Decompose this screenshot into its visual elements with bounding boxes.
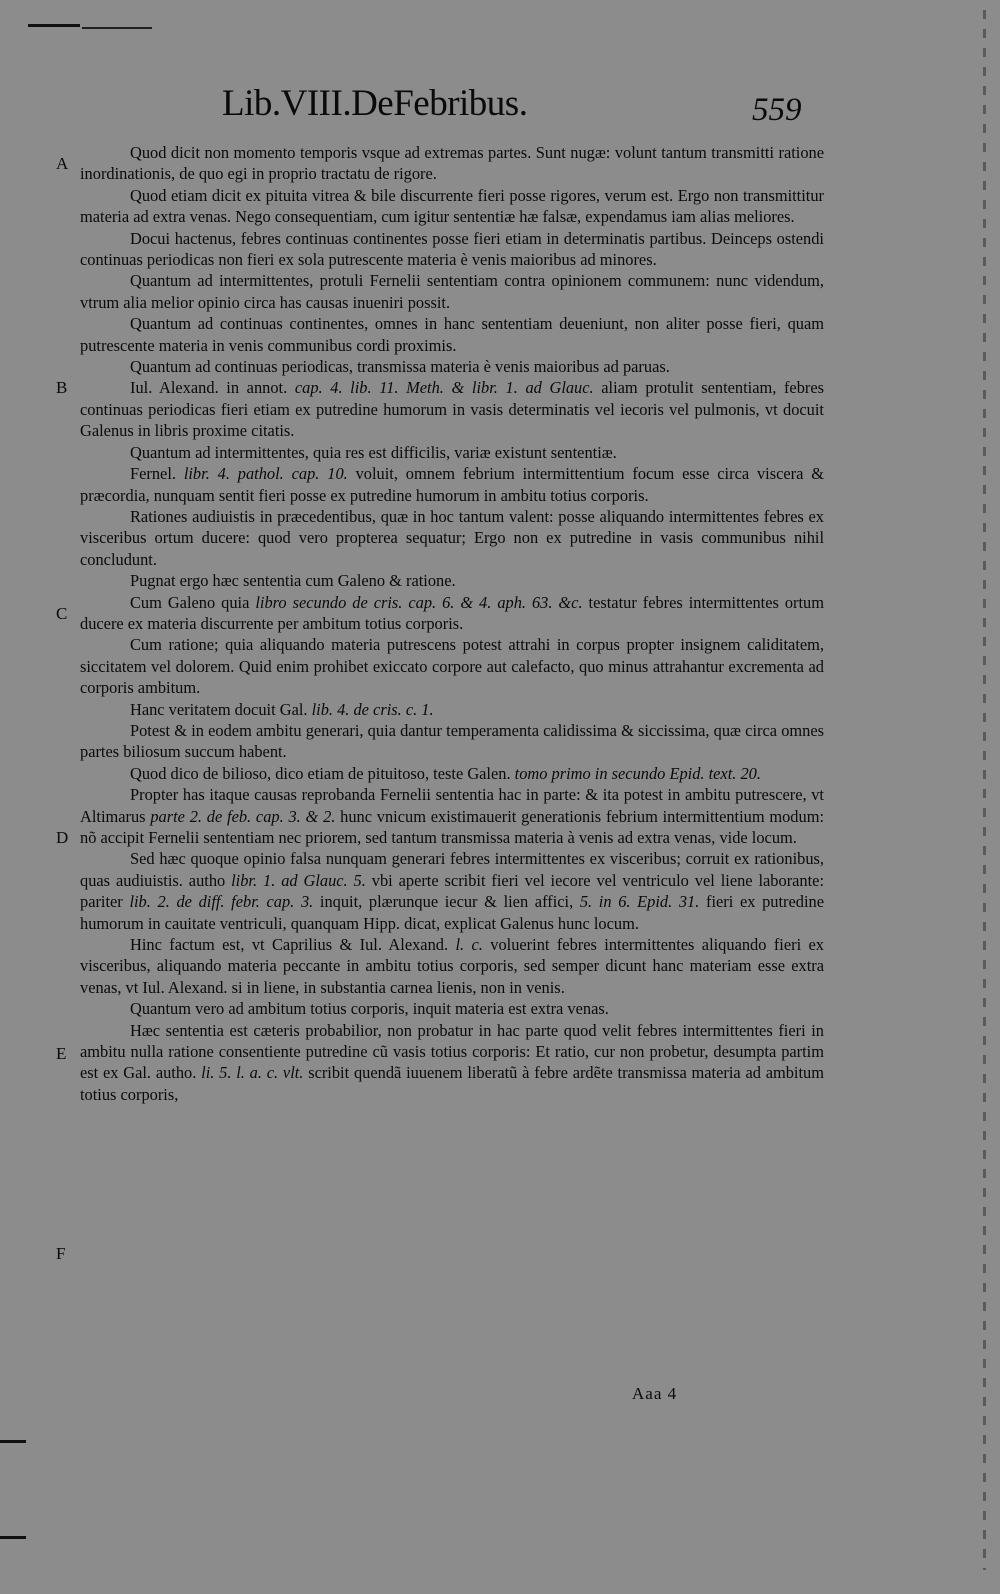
paragraph: [80, 1020, 824, 1106]
paragraph: [80, 784, 824, 848]
paragraph: [80, 570, 824, 591]
paragraph: [80, 270, 824, 313]
paragraph: [80, 463, 824, 506]
citation: tomo primo in secundo Epid. text. 20.: [514, 763, 761, 783]
paragraph: [80, 763, 824, 784]
paragraph-text: Cum ratione; quia aliquando materia putrescens potest attrahi in corpus propter insignem caliditatem, siccitatem vel dolorem. Quid enim prohibet exiccato corpore aut calefacto, quo minus attrahantur excrementa ad corporis ambitum.: [80, 635, 824, 698]
paragraph-text: Propter has itaque causas reprobanda Fernelii sententia hac in parte: & ita potest in ambitu putrescere, vt Altimarus: [80, 785, 824, 826]
citation: li. 5. l. a. c. vlt.: [201, 1063, 304, 1083]
margin-letter-b: B: [56, 378, 68, 397]
top-rule: [28, 24, 80, 27]
paragraph-text: Hanc veritatem docuit Gal.: [130, 699, 312, 719]
paragraph-text: Quod dico de bilioso, dico etiam de pituitoso, teste Galen.: [130, 763, 515, 783]
margin-letter-f: F: [56, 1244, 66, 1263]
paragraph-text: scribit quendã iuuenem liberatũ à febre ardẽte transmissa materia ad ambitum totius corporis,: [80, 1063, 824, 1104]
paragraph: [80, 506, 824, 570]
paragraph: [80, 848, 824, 934]
citation: lib. 2. de diff. febr. cap. 3.: [129, 892, 314, 912]
page-edge: [983, 10, 986, 1570]
paragraph-text: voluit, omnem febrium intermittentium focum esse circa viscera & præcordia, nunquam sentit fieri posse ex putredine humorum in ambitu totius corporis.: [80, 464, 824, 505]
paragraph: [80, 634, 824, 698]
paragraph-text: Fernel.: [130, 464, 184, 484]
paragraph-text: vbi aperte scribit fieri vel iecore vel ventriculo vel liene laborante: pariter: [80, 870, 825, 912]
paragraph-text: Cum Galeno quia: [130, 592, 256, 612]
paragraph-text: testatur febres intermittentes ortum ducere ex materia discurrente per ambitum totius corporis.: [80, 592, 824, 633]
running-header-title: Lib.VIII.DeFebribus.: [222, 83, 528, 124]
paragraph: [80, 720, 824, 763]
citation: lib. 4. de cris. c. 1.: [311, 699, 434, 719]
citation: l. c.: [455, 935, 483, 955]
paragraph-text: Pugnat ergo hæc sententia cum Galeno & ratione.: [130, 571, 456, 591]
paragraph-text: Hæc sententia est cæteris probabilior, non probatur in hac parte quod velit febres intermittentes fieri in ambitu nulla ratione consentiente putredine cũ vasis totius corporis: Et ratio, cur non probetur, desumpta partim est ex Gal. autho.: [80, 1020, 824, 1083]
paragraph: [80, 442, 824, 463]
paragraph: [80, 934, 824, 998]
paragraph: [80, 185, 824, 228]
paragraph-text: aliam protulit sententiam, febres continuas periodicas fieri etiam ex putredine humorum in vasis determinatis vel iecoris vel pulmonis, vt docuit Galenus in libris proxime citatis.: [80, 378, 824, 441]
paragraph: [80, 377, 824, 441]
citation: parte 2. de feb. cap. 3. & 2.: [150, 806, 336, 826]
paragraph-text: Quantum ad intermittentes, protuli Fernelii sententiam contra opinionem communem: nunc videndum, vtrum alia melior opinio circa has causas inueniri possit.: [80, 271, 824, 312]
page-number: 559: [752, 92, 802, 128]
paragraph: [80, 592, 824, 635]
paragraph: [80, 142, 824, 185]
paragraph-text: Quantum vero ad ambitum totius corporis, inquit materia est extra venas.: [130, 999, 609, 1019]
paragraph: [80, 356, 824, 377]
edge-mark: [0, 1440, 26, 1443]
paragraph-text: Iul. Alexand. in annot.: [130, 378, 295, 398]
paragraph: [80, 313, 824, 356]
paragraph-text: hunc vnicum existimauerit generationis febrium intermittentium modum: nõ accipit Fernelii sententiam nec priorem, sed tantum transmissa materia à venis ad extra venas, vide locum.: [80, 806, 825, 847]
paragraph-text: Quantum ad continuas continentes, omnes in hanc sententiam deueniunt, non aliter posse fieri, quam putrescente materia in venis communibus cordi proximis.: [80, 314, 824, 355]
paragraph-text: Quantum ad continuas periodicas, transmissa materia è venis maioribus ad paruas.: [130, 357, 670, 377]
paragraph-text: Quantum ad intermittentes, quia res est difficilis, variæ existunt sententiæ.: [130, 442, 617, 462]
citation: libr. 4. pathol. cap. 10.: [183, 464, 348, 484]
paragraph-text: inquit, plærunque iecur & lien affici,: [313, 892, 580, 912]
edge-mark: [0, 1536, 26, 1539]
paragraph-text: Quod etiam dicit ex pituita vitrea & bile discurrente fieri posse rigores, verum est. Ergo non transmittitur materia ad extra venas. Nego consequentiam, cum igitur sententiæ hæ falsæ, expendamus iam alias meliores.: [80, 185, 824, 227]
margin-letter-c: C: [56, 604, 68, 623]
margin-letter-d: D: [56, 828, 69, 847]
paragraph-text: Rationes audiuistis in præcedentibus, quæ in hoc tantum valent: posse aliquando intermittentes febres ex visceribus ortum ducere: quod vero propterea sequatur; Ergo non ex putredine in vasis communibus nihil concludunt.: [80, 506, 824, 569]
top-rule: [82, 27, 152, 29]
paragraph-text: fieri ex putredine humorum in cauitate ventriculi, quanquam Hipp. dicat, explicat Galenus hunc locum.: [80, 892, 824, 933]
paragraph-text: Sed hæc quoque opinio falsa nunquam generari febres intermittentes ex visceribus; corruit ex rationibus, quas audiuistis. autho: [80, 849, 824, 890]
paragraph: [80, 998, 824, 1019]
body-text: [80, 142, 824, 1105]
paragraph-text: Docui hactenus, febres continuas continentes posse fieri etiam in determinatis partibus. Deinceps ostendi continuas periodicas non fieri ex sola putrescente materia è venis maioribus ad minores.: [80, 228, 824, 270]
signature-catchword: Aaa 4: [632, 1384, 678, 1403]
citation: libr. 1. ad Glauc. 5.: [231, 870, 366, 890]
margin-letter-e: E: [56, 1044, 67, 1063]
paragraph-text: Quod dicit non momento temporis vsque ad extremas partes. Sunt nugæ: volunt tantum transmitti ratione inordinationis, de quo egi in proprio tractatu de rigore.: [80, 143, 824, 184]
citation: libro secundo de cris. cap. 6. & 4. aph. 63. &c.: [255, 592, 583, 612]
paragraph: [80, 699, 824, 720]
margin-letter-a: A: [56, 154, 69, 173]
paragraph: [80, 228, 824, 271]
paragraph-text: voluerint febres intermittentes aliquando fieri ex visceribus, aliquando materia peccante in ambitu totius corporis, sed semper dicunt hanc materiam esse extra venas, vt Iul. Alexand. si in liene, in substantia carnea lienis, non in venis.: [80, 935, 824, 997]
citation: 5. in 6. Epid. 31.: [579, 892, 700, 912]
paragraph-text: Potest & in eodem ambitu generari, quia dantur temperamenta calidissima & siccissima, quæ circa omnes partes biliosum succum habent.: [80, 720, 824, 762]
citation: cap. 4. lib. 11. Meth. & libr. 1. ad Glauc.: [294, 378, 594, 398]
paragraph-text: Hinc factum est, vt Caprilius & Iul. Alexand.: [130, 935, 456, 955]
